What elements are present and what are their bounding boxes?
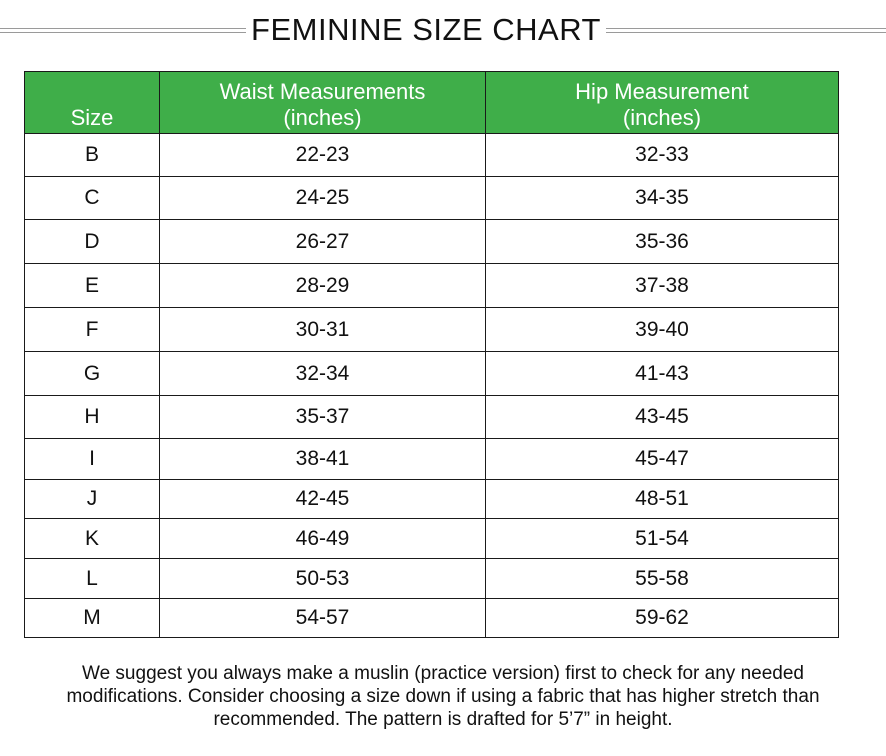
cell-size: M <box>25 599 160 638</box>
footer-note <box>20 662 866 731</box>
cell-size: K <box>25 519 160 559</box>
cell-hip: 32-33 <box>486 134 839 177</box>
cell-size: L <box>25 559 160 599</box>
table-row <box>25 480 839 519</box>
table-row <box>25 352 839 396</box>
cell-waist: 32-34 <box>160 352 486 396</box>
cell-hip: 41-43 <box>486 352 839 396</box>
size-table <box>24 71 839 638</box>
note-line-2: modifications. Consider choosing a size down if using a fabric that has higher stretch than <box>66 686 820 707</box>
cell-waist: 26-27 <box>160 220 486 264</box>
cell-hip: 34-35 <box>486 177 839 220</box>
cell-size: H <box>25 396 160 439</box>
cell-waist: 22-23 <box>160 134 486 177</box>
cell-size: D <box>25 220 160 264</box>
cell-hip: 59-62 <box>486 599 839 638</box>
cell-waist: 54-57 <box>160 599 486 638</box>
header-hip-unit: (inches) <box>622 105 702 130</box>
cell-waist: 46-49 <box>160 519 486 559</box>
note-line-1: We suggest you always make a muslin (practice version) first to check for any needed <box>82 663 804 684</box>
cell-waist: 35-37 <box>160 396 486 439</box>
header-waist <box>160 72 486 134</box>
table-row <box>25 177 839 220</box>
header-waist-label: Waist Measurements <box>219 79 426 104</box>
cell-hip: 48-51 <box>486 480 839 519</box>
cell-hip: 43-45 <box>486 396 839 439</box>
cell-waist: 42-45 <box>160 480 486 519</box>
cell-size: C <box>25 177 160 220</box>
cell-hip: 35-36 <box>486 220 839 264</box>
table-row <box>25 134 839 177</box>
cell-waist: 24-25 <box>160 177 486 220</box>
table-row <box>25 308 839 352</box>
cell-hip: 45-47 <box>486 439 839 480</box>
cell-waist: 30-31 <box>160 308 486 352</box>
table-row <box>25 559 839 599</box>
table-row <box>25 396 839 439</box>
title-rule-left <box>0 28 246 33</box>
title-row <box>0 10 886 50</box>
table-row <box>25 599 839 638</box>
header-hip <box>486 72 839 134</box>
table-row <box>25 519 839 559</box>
cell-size: I <box>25 439 160 480</box>
cell-waist: 50-53 <box>160 559 486 599</box>
cell-hip: 37-38 <box>486 264 839 308</box>
title-rule-right <box>606 28 886 33</box>
note-line-3: recommended. The pattern is drafted for 5’7” in height. <box>213 709 673 730</box>
header-size-label: Size <box>70 105 114 130</box>
cell-hip: 39-40 <box>486 308 839 352</box>
cell-size: B <box>25 134 160 177</box>
header-row <box>25 72 839 134</box>
cell-size: G <box>25 352 160 396</box>
cell-size: J <box>25 480 160 519</box>
page-title: FEMININE SIZE CHART <box>251 12 601 47</box>
cell-hip: 55-58 <box>486 559 839 599</box>
table-row <box>25 264 839 308</box>
cell-hip: 51-54 <box>486 519 839 559</box>
table-row <box>25 439 839 480</box>
cell-waist: 28-29 <box>160 264 486 308</box>
cell-waist: 38-41 <box>160 439 486 480</box>
table-body <box>25 134 839 638</box>
header-size <box>25 72 160 134</box>
cell-size: E <box>25 264 160 308</box>
cell-size: F <box>25 308 160 352</box>
header-hip-label: Hip Measurement <box>575 79 749 104</box>
table-row <box>25 220 839 264</box>
header-waist-unit: (inches) <box>283 105 362 130</box>
